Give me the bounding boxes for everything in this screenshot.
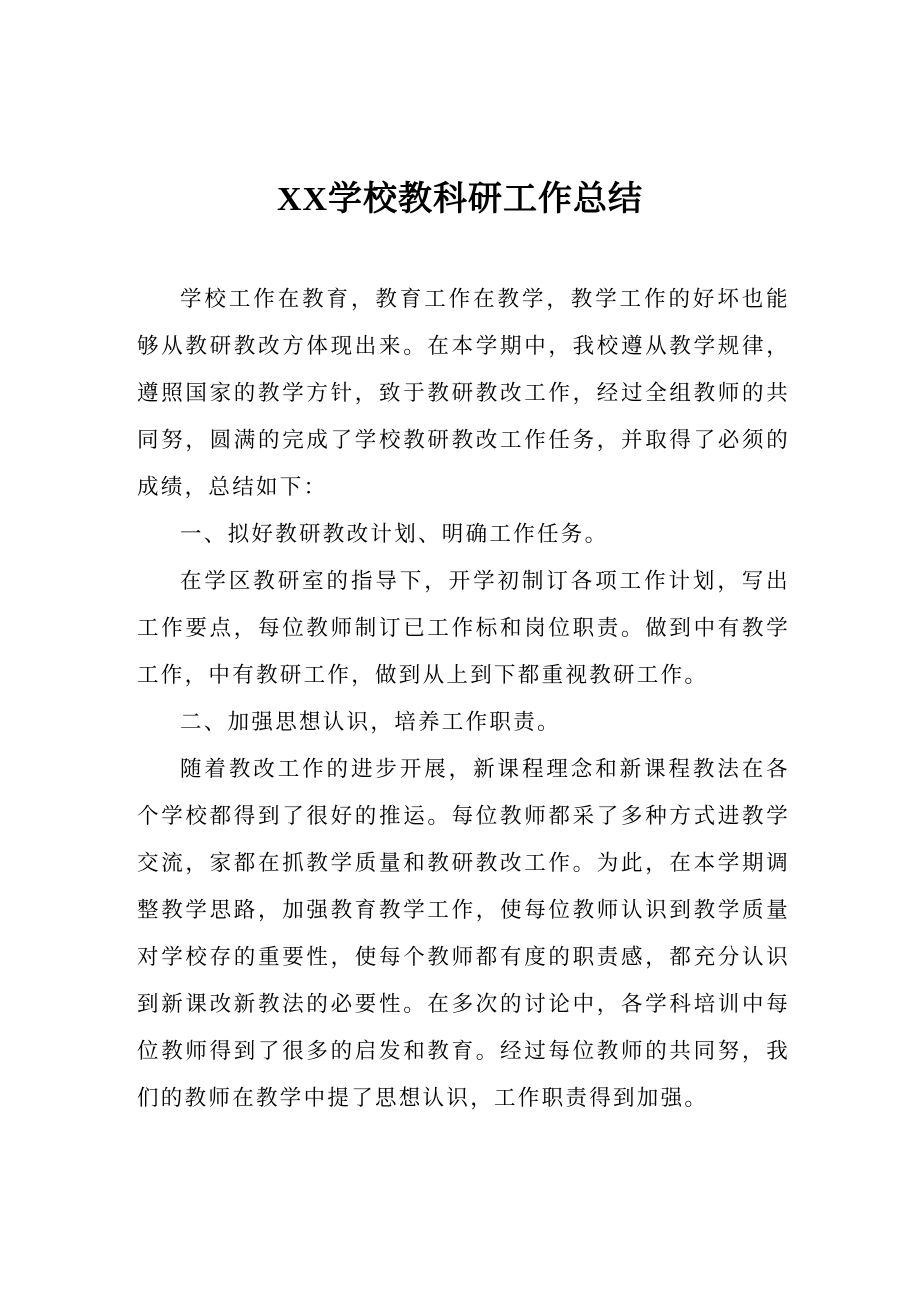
document-title: XX学校教科研工作总结: [276, 181, 644, 218]
section-heading-2: 二、加强思想认识，培养工作职责。: [180, 710, 561, 735]
document-body: [137, 276, 790, 1122]
section-heading-1: 一、拟好教研教改计划、明确工作任务。: [180, 522, 609, 547]
paragraph-section-1: 在学区教研室的指导下，开学初制订各项工作计划，写出工作要点，每位教师制订已工作标和岗位职责。做到中有教学工作，中有教研工作，做到从上到下都重视教研工作。: [137, 569, 790, 688]
paragraph-section-2: 随着教改工作的进步开展，新课程理念和新课程教法在各个学校都得到了很好的推运。每位教师都采了多种方式进教学交流，家都在抓教学质量和教研教改工作。为此，在本学期调整教学思路，加强教育教学工作，使每位教师认识到教学质量对学校存的重要性，使每个教师都有度的职责感，都充分认识到新课改新教法的必要性。在多次的讨论中，各学科培训中每位教师得到了很多的启发和教育。经过每位教师的共同努，我们的教师在教学中提了思想认识，工作职责得到加强。: [137, 757, 790, 1111]
paragraph-intro: 学校工作在教育，教育工作在教学，教学工作的好坏也能够从教研教改方体现出来。在本学期中，我校遵从教学规律，遵照国家的教学方针，致于教研教改工作，经过全组教师的共同努，圆满的完成了学校教研教改工作任务，并取得了必须的成绩，总结如下：: [137, 287, 790, 500]
